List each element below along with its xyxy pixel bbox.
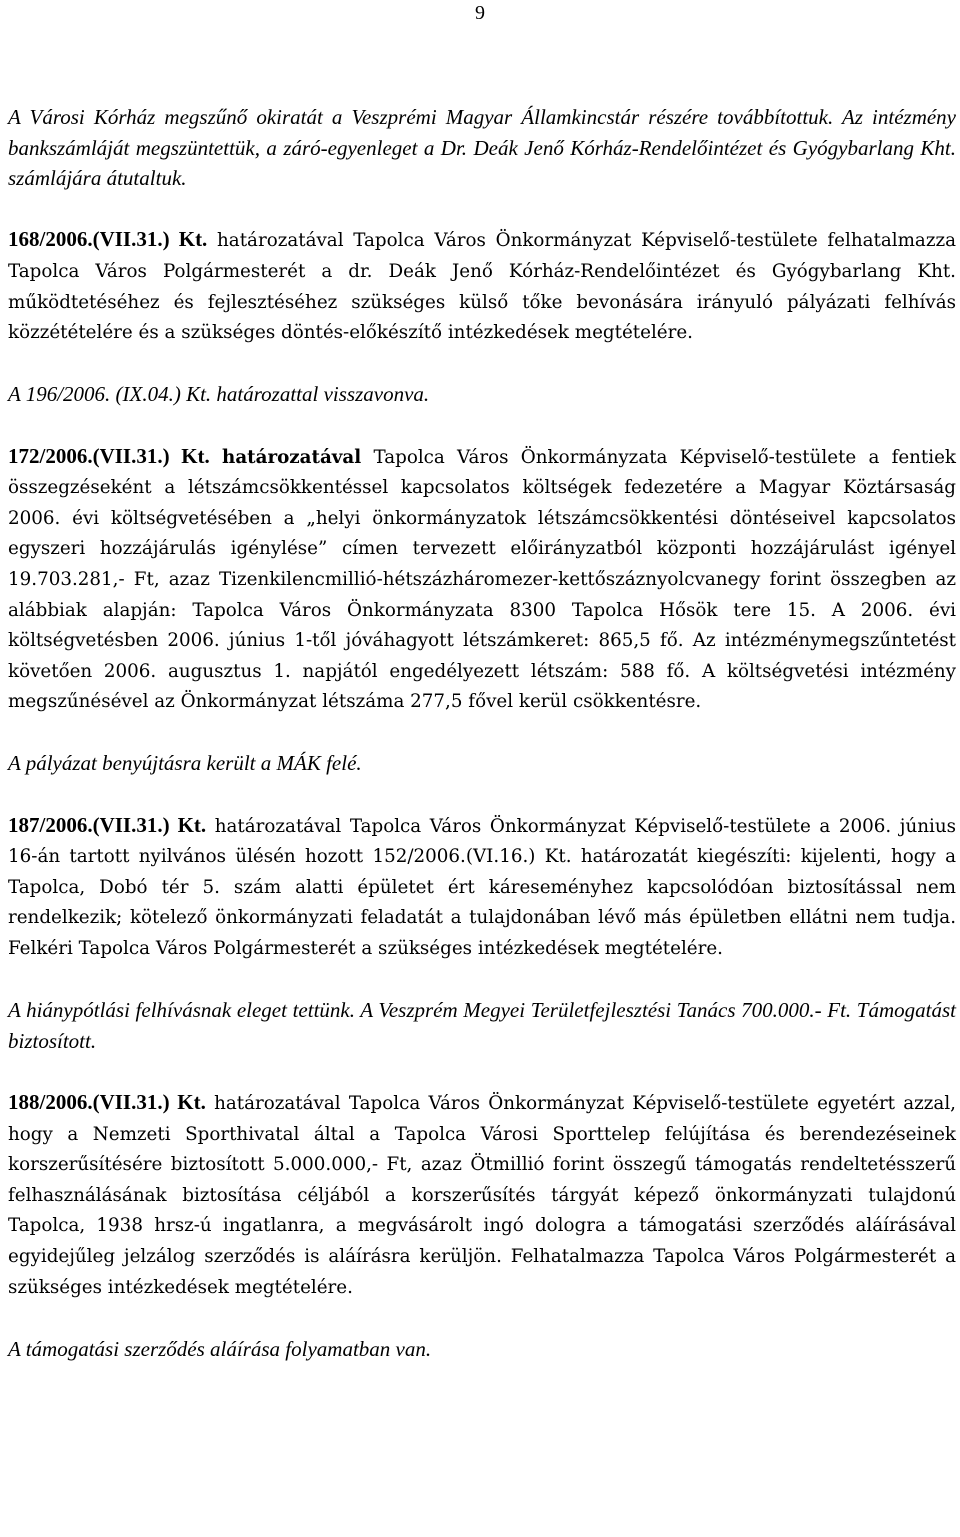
resolution-number: 188/2006.(VII.31.) Kt.: [8, 1090, 206, 1114]
resolution-168: [8, 224, 956, 348]
resolution-187: [8, 810, 956, 965]
intro-paragraph: A Városi Kórház megszűnő okiratát a Veszprémi Magyar Államkincstár részére továbbítottuk. Az intézmény bankszámláját megszüntettük, a záró-egyenleget a Dr. Deák Jenő Kórház-Rendelőintézet és Gyógybarlang Kht. számlájára átutaltuk.: [8, 105, 956, 191]
resolution-text: határozatával Tapolca Város Önkormányzat Képviselő-testülete egyetért azzal, hogy a Nemzeti Sporthivatal által a Tapolca Városi Sporttelep felújítása és berendezéseinek korszerűsítésére biztosított 5.000.000,- Ft, azaz Ötmillió forint összegű támogatás rendeltetésszerű felhasználásának biztosítása céljából a korszerűsítés tárgyát képező önkormányzati tulajdonú Tapolca, 1938 hrsz-ú ingatlanra, a megvásárolt ingó dologra a támogatási szerződés aláírásával egyidejűleg jelzálog szerződés is aláírásra kerüljön. Felhatalmazza Tapolca Város Polgármesterét a szükséges intézkedések megtételére.: [8, 1093, 956, 1298]
resolution-188: [8, 1087, 956, 1303]
resolution-number: 187/2006.(VII.31.) Kt.: [8, 812, 207, 837]
resolution-text: Tapolca Város Önkormányzata Képviselő-testülete a fentiek összegzéseként a létszámcsökkentéssel kapcsolatos költségek fedezetére a Magyar Köztársaság 2006. évi költségvetésében a „helyi önkormányzatok létszámcsökkentési döntéseivel kapcsolatos egyszeri hozzájárulás igénylése” címen tervezett előirányzatból központi hozzájárulást igényel 19.703.281,- Ft, azaz Tizenkilencmillió-hétszázháromezer-kettőszáznyolcvanegy forint összegben az alábbiak alapján: Tapolca Város Önkormányzata 8300 Tapolca Hősök tere 15. A 2006. évi költségvetésben 2006. június 1-től jóváhagyott létszámkeret: 865,5 fő. Az intézménymegszűntetést követően 2006. augusztus 1. napjától engedélyezett létszám: 588 fő. A költségvetési intézmény megszűnésével az Önkormányzat létszáma 277,5 fővel kerül csökkentésre.: [8, 446, 957, 713]
resolution-number: 168/2006.(VII.31.) Kt.: [8, 227, 208, 252]
resolution-text: határozatával Tapolca Város Önkormányzat Képviselő-testülete a 2006. június 16-án tartott nyilvános ülésén hozott 152/2006.(VI.16.) Kt. határozatát kiegészíti: kijelenti, hogy a Tapolca, Dobó tér 5. szám alatti épületet ért káreseményhez kapcsolódóan biztosítással nem rendelkezik; kötelező önkormányzati feladatát a tulajdonában lévő más épületben ellátni nem tudja. Felkéri Tapolca Város Polgármesterét a szükséges intézkedések megtételére.: [8, 815, 956, 960]
resolution-172: [8, 441, 956, 718]
resolution-number: 172/2006.(VII.31.) Kt.: [8, 443, 210, 468]
resolution-187-note: A hiánypótlási felhívásnak eleget tettünk. A Veszprém Megyei Területfejlesztési Tanács 700.000.- Ft. Támogatást biztosított.: [8, 998, 956, 1053]
page-number: 9: [475, 2, 485, 24]
resolution-188-note: A támogatási szerződés aláírása folyamatban van.: [8, 1336, 432, 1361]
resolution-168-note: A 196/2006. (IX.04.) Kt. határozattal visszavonva.: [8, 382, 430, 407]
resolution-text: határozatával Tapolca Város Önkormányzat Képviselő-testülete felhatalmazza Tapolca Város Polgármesterét a dr. Deák Jenő Kórház-Rendelőintézet és Gyógybarlang Kht. működtetéséhez és fejlesztéséhez szükséges külső tőke bevonására irányuló pályázati felhívás közzétételére és a szükséges döntés-előkészítő intézkedések megtételére.: [8, 230, 956, 344]
resolution-keyword: határozatával: [222, 446, 362, 468]
resolution-172-note: A pályázat benyújtásra került a MÁK felé.: [8, 751, 362, 776]
document-body: [8, 102, 956, 1364]
